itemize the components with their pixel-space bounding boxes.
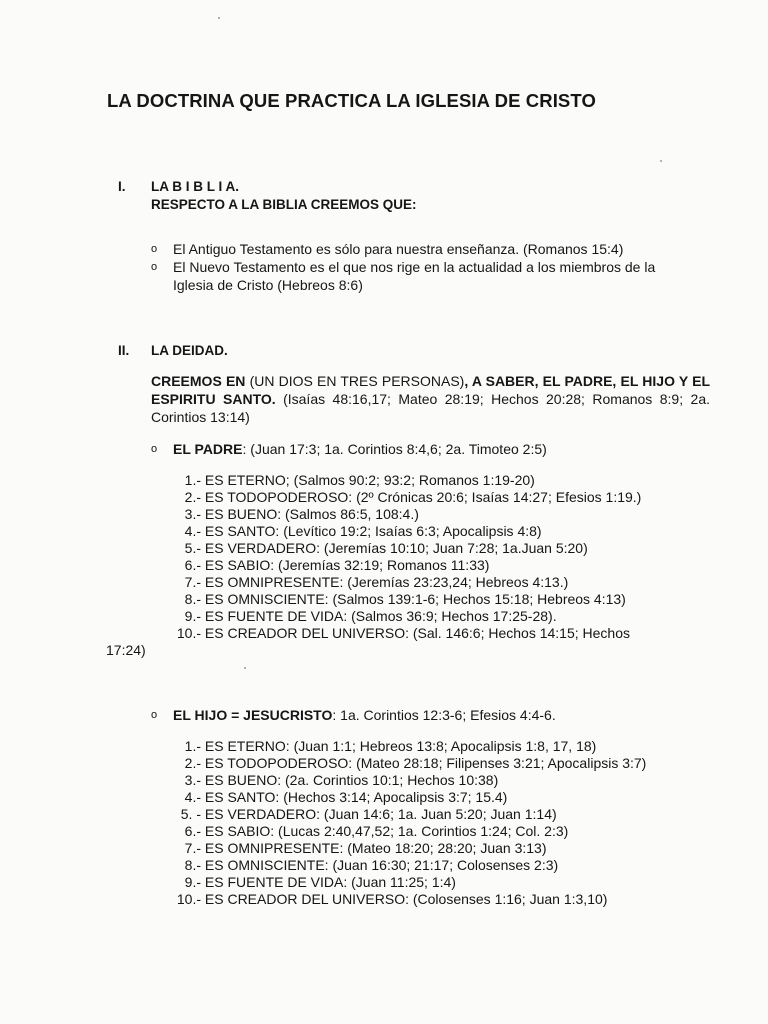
section-2-number: II. — [118, 343, 130, 358]
scan-speck — [244, 667, 246, 669]
list-item — [175, 591, 641, 608]
list-number: 10.- — [176, 891, 201, 907]
list-text: ES CREADOR DEL UNIVERSO: (Sal. 146:6; Hechos 14:15; Hechos — [204, 625, 630, 641]
list-number: 5. - — [180, 806, 201, 822]
list-item — [175, 506, 641, 523]
list-number: 2.- — [184, 489, 201, 505]
list-text: ES BUENO: (2a. Corintios 10:1; Hechos 10:38) — [201, 772, 499, 788]
section-1-subheading: RESPECTO A LA BIBLIA CREEMOS QUE: — [151, 197, 417, 212]
bullet-text: El Antiguo Testamento es sólo para nuestra enseñanza. (Romanos 15:4) — [173, 241, 624, 257]
list-number: 1.- — [184, 738, 201, 754]
deidad-paragraph — [151, 372, 710, 426]
list-item — [175, 738, 646, 755]
list-item-continuation — [106, 642, 146, 659]
list-item — [175, 823, 646, 840]
list-text: ES VERDADERO: (Juan 14:6; 1a. Juan 5:20; Juan 1:14) — [201, 806, 557, 822]
intro-normal-1: (UN DIOS EN TRES PERSONAS) — [245, 373, 465, 389]
list-item — [175, 489, 641, 506]
list-item — [175, 806, 646, 823]
list-item — [165, 625, 630, 642]
list-number: 7.- — [184, 840, 201, 856]
bullet-text: Iglesia de Cristo (Hebreos 8:6) — [173, 277, 363, 293]
list-item — [175, 523, 641, 540]
list-number: 3.- — [184, 772, 201, 788]
section-1-heading: LA B I B L I A. — [151, 179, 240, 194]
list-item — [175, 772, 646, 789]
list-text: ES ETERNO: (Juan 1:1; Hebreos 13:8; Apocalipsis 1:8, 17, 18) — [201, 738, 597, 754]
bullet-icon: o — [151, 443, 158, 455]
list-item — [175, 755, 646, 772]
scan-speck — [218, 17, 220, 19]
list-item — [175, 789, 646, 806]
list-text: ES SANTO: (Levítico 19:2; Isaías 6:3; Apocalipsis 4:8) — [201, 523, 542, 539]
list-item — [175, 608, 641, 625]
list-number: 8.- — [184, 857, 201, 873]
list-text: ES SANTO: (Hechos 3:14; Apocalipsis 3:7; 15.4) — [201, 789, 508, 805]
list-text: ES FUENTE DE VIDA: (Salmos 36:9; Hechos 17:25-28). — [201, 608, 557, 624]
list-number: 4.- — [184, 789, 201, 805]
list-number: 4.- — [184, 523, 201, 539]
list-number: 2.- — [184, 755, 201, 771]
intro-bold-2: , A SABER, EL PADRE, EL HIJO Y EL ESPIRITU SANTO. — [151, 373, 711, 407]
list-number: 3.- — [184, 506, 201, 522]
list-item — [175, 472, 641, 489]
padre-label: EL PADRE — [173, 441, 243, 457]
list-text: ES OMNIPRESENTE: (Mateo 18:20; 28:20; Juan 3:13) — [201, 840, 547, 856]
list-text: ES OMNISCIENTE: (Salmos 139:1-6; Hechos 15:18; Hebreos 4:13) — [201, 591, 626, 607]
list-number: 1.- — [184, 472, 201, 488]
list-text: ES FUENTE DE VIDA: (Juan 11:25; 1:4) — [201, 874, 456, 890]
list-number: 8.- — [184, 591, 201, 607]
list-text: ES TODOPODEROSO: (2º Crónicas 20:6; Isaías 14:27; Efesios 1:19.) — [201, 489, 642, 505]
list-item — [175, 840, 646, 857]
list-number: 10.- — [176, 625, 201, 641]
hijo-refs: : 1a. Corintios 12:3-6; Efesios 4:4-6. — [332, 707, 556, 723]
list-text: ES OMNIPRESENTE: (Jeremías 23:23,24; Hebreos 4:13.) — [201, 574, 569, 590]
list-number: 9.- — [184, 608, 201, 624]
document-title: LA DOCTRINA QUE PRACTICA LA IGLESIA DE CRISTO — [107, 90, 596, 111]
list-item — [175, 891, 646, 908]
padre-refs: : (Juan 17:3; 1a. Corintios 8:4,6; 2a. Timoteo 2:5) — [242, 441, 547, 457]
list-text: ES SABIO: (Jeremías 32:19; Romanos 11:33) — [201, 557, 490, 573]
intro-normal-2: (Isaías 48:16,17; Mateo 28:19; Hechos 20:28; Romanos 8:9; 2a. Corintios 13:14) — [151, 391, 710, 425]
list-text: ES OMNISCIENTE: (Juan 16:30; 21:17; Colosenses 2:3) — [201, 857, 559, 873]
list-item — [175, 557, 641, 574]
hijo-attributes-list — [175, 738, 646, 908]
intro-bold-1: CREEMOS EN — [151, 373, 246, 389]
list-text: ES ETERNO; (Salmos 90:2; 93:2; Romanos 1:19-20) — [201, 472, 535, 488]
list-text: ES CREADOR DEL UNIVERSO: (Colosenses 1:16; Juan 1:3,10) — [201, 891, 608, 907]
list-number: 5.- — [184, 540, 201, 556]
list-number: 7.- — [184, 574, 201, 590]
padre-attributes-list — [175, 472, 641, 625]
list-text: ES VERDADERO: (Jeremías 10:10; Juan 7:28; 1a.Juan 5:20) — [201, 540, 588, 556]
bullet-icon: o — [151, 709, 158, 721]
bullet-icon: o — [151, 243, 158, 255]
list-text: ES TODOPODEROSO: (Mateo 28:18; Filipenses 3:21; Apocalipsis 3:7) — [201, 755, 647, 771]
scan-speck — [660, 160, 662, 162]
list-text: ES SABIO: (Lucas 2:40,47,52; 1a. Corintios 1:24; Col. 2:3) — [201, 823, 569, 839]
section-1-header — [118, 178, 618, 218]
list-number: 6.- — [184, 557, 201, 573]
list-item — [175, 574, 641, 591]
list-text: ES BUENO: (Salmos 86:5, 108:4.) — [201, 506, 419, 522]
list-item — [175, 857, 646, 874]
list-item — [175, 874, 646, 891]
section-2-heading: LA DEIDAD. — [151, 343, 228, 358]
list-item — [175, 540, 641, 557]
hijo-label: EL HIJO = JESUCRISTO — [173, 707, 333, 723]
section-2-header — [118, 342, 418, 362]
list-number: 6.- — [184, 823, 201, 839]
bullet-text: El Nuevo Testamento es el que nos rige en la actualidad a los miembros de la — [173, 259, 656, 275]
section-1-number: I. — [118, 179, 126, 194]
list-number: 9.- — [184, 874, 201, 890]
bullet-icon: o — [151, 261, 158, 273]
list-text: 17:24) — [106, 642, 146, 658]
